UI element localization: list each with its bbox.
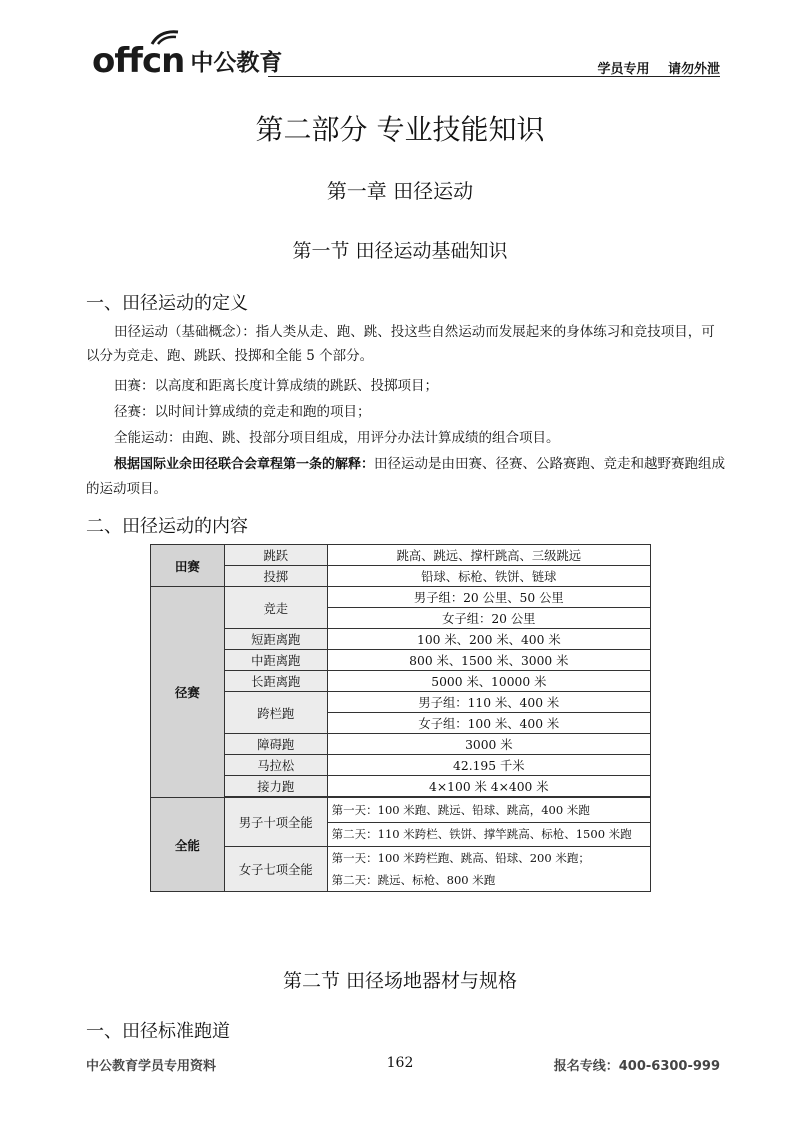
event-value: 第二天：跳远、标枪、800 米跑	[327, 869, 650, 892]
logo-arc-icon	[150, 28, 180, 46]
table-row	[151, 671, 651, 692]
offcn-logo	[92, 38, 283, 81]
event-name: 竞走	[224, 587, 327, 629]
table-row	[151, 545, 651, 566]
event-value: 男子组：20 公里、50 公里	[327, 587, 650, 608]
page-number: 162	[386, 1055, 414, 1071]
table-row	[151, 798, 651, 823]
event-name: 接力跑	[224, 776, 327, 797]
tag-students-only: 学员专用	[597, 62, 650, 77]
table-row	[151, 587, 651, 608]
event-value: 第一天：100 米跨栏跑、跳高、铅球、200 米跑；	[327, 847, 650, 870]
event-name: 女子七项全能	[224, 847, 327, 892]
table-row	[151, 692, 651, 713]
event-name: 长距离跑	[224, 671, 327, 692]
event-name: 跳跃	[224, 545, 327, 566]
events-table	[150, 544, 651, 892]
paragraph-definition: 田径运动（基础概念）：指人类从走、跑、跳、投这些自然运动而发展起来的身体练习和竞技项目，可以分为竞走、跑、跳跃、投掷和全能 5 个部分。	[86, 324, 715, 364]
event-name: 短距离跑	[224, 629, 327, 650]
event-value: 跳高、跳远、撑杆跳高、三级跳远	[327, 545, 650, 566]
iaaf-bold-lead: 根据国际业余田径联合会章程第一条的解释：	[114, 457, 375, 472]
event-value: 100 米、200 米、400 米	[327, 629, 650, 650]
event-value: 800 米、1500 米、3000 米	[327, 650, 650, 671]
part-title: 第二部分 专业技能知识	[255, 113, 545, 146]
heading-standard-track: 一、田径标准跑道	[86, 1021, 230, 1042]
table-row	[151, 650, 651, 671]
table-row	[151, 566, 651, 587]
event-value: 42.195 千米	[327, 755, 650, 776]
footer-left: 中公教育学员专用资料	[86, 1059, 217, 1074]
event-name: 马拉松	[224, 755, 327, 776]
iaaf-rest: 田径运动是由田赛、径赛、公路赛跑、竞走和越野赛跑组成的运动项目。	[86, 456, 726, 497]
logo-chinese: 中公教育	[190, 50, 283, 76]
tag-do-not-leak: 请勿外泄	[667, 62, 720, 77]
logo-wordmark: offcn	[92, 41, 185, 81]
heading-content: 二、田径运动的内容	[86, 516, 248, 537]
paragraph-field-events: 田赛：以高度和距离长度计算成绩的跳跃、投掷项目；	[114, 378, 438, 394]
header-tags	[583, 58, 720, 77]
paragraph-track-events: 径赛：以时间计算成绩的竞走和跑的项目；	[114, 404, 371, 420]
event-name: 投掷	[224, 566, 327, 587]
event-value: 4×100 米 4×400 米	[327, 776, 650, 797]
footer-hotline: 报名专线：400-6300-999	[553, 1059, 720, 1074]
section-title-2: 第二节 田径场地器材与规格	[282, 970, 518, 992]
category-combined: 全能	[151, 798, 225, 892]
section-title-1: 第一节 田径运动基础知识	[292, 240, 508, 262]
chapter-title: 第一章 田径运动	[326, 179, 474, 203]
paragraph-iaaf-definition	[86, 452, 726, 501]
table-row	[151, 734, 651, 755]
table-row	[151, 776, 651, 797]
event-name: 男子十项全能	[224, 798, 327, 847]
paragraph-combined-events: 全能运动：由跑、跳、投部分项目组成，用评分办法计算成绩的组合项目。	[114, 430, 560, 446]
table-row	[151, 755, 651, 776]
event-value: 男子组：110 米、400 米	[327, 692, 650, 713]
event-name: 跨栏跑	[224, 692, 327, 734]
event-value: 铅球、标枪、铁饼、链球	[327, 566, 650, 587]
event-value: 第一天：100 米跑、跳远、铅球、跳高，400 米跑	[327, 798, 650, 823]
heading-definition: 一、田径运动的定义	[86, 293, 248, 314]
event-value: 第二天：110 米跨栏、铁饼、撑竿跳高、标枪、1500 米跑	[327, 822, 650, 847]
event-value: 5000 米、10000 米	[327, 671, 650, 692]
table-row	[151, 847, 651, 870]
category-track: 径赛	[151, 587, 225, 798]
event-value: 女子组：20 公里	[327, 608, 650, 629]
event-value: 女子组：100 米、400 米	[327, 713, 650, 734]
event-name: 障碍跑	[224, 734, 327, 755]
event-name: 中距离跑	[224, 650, 327, 671]
category-field: 田赛	[151, 545, 225, 587]
event-value: 3000 米	[327, 734, 650, 755]
table-row	[151, 629, 651, 650]
